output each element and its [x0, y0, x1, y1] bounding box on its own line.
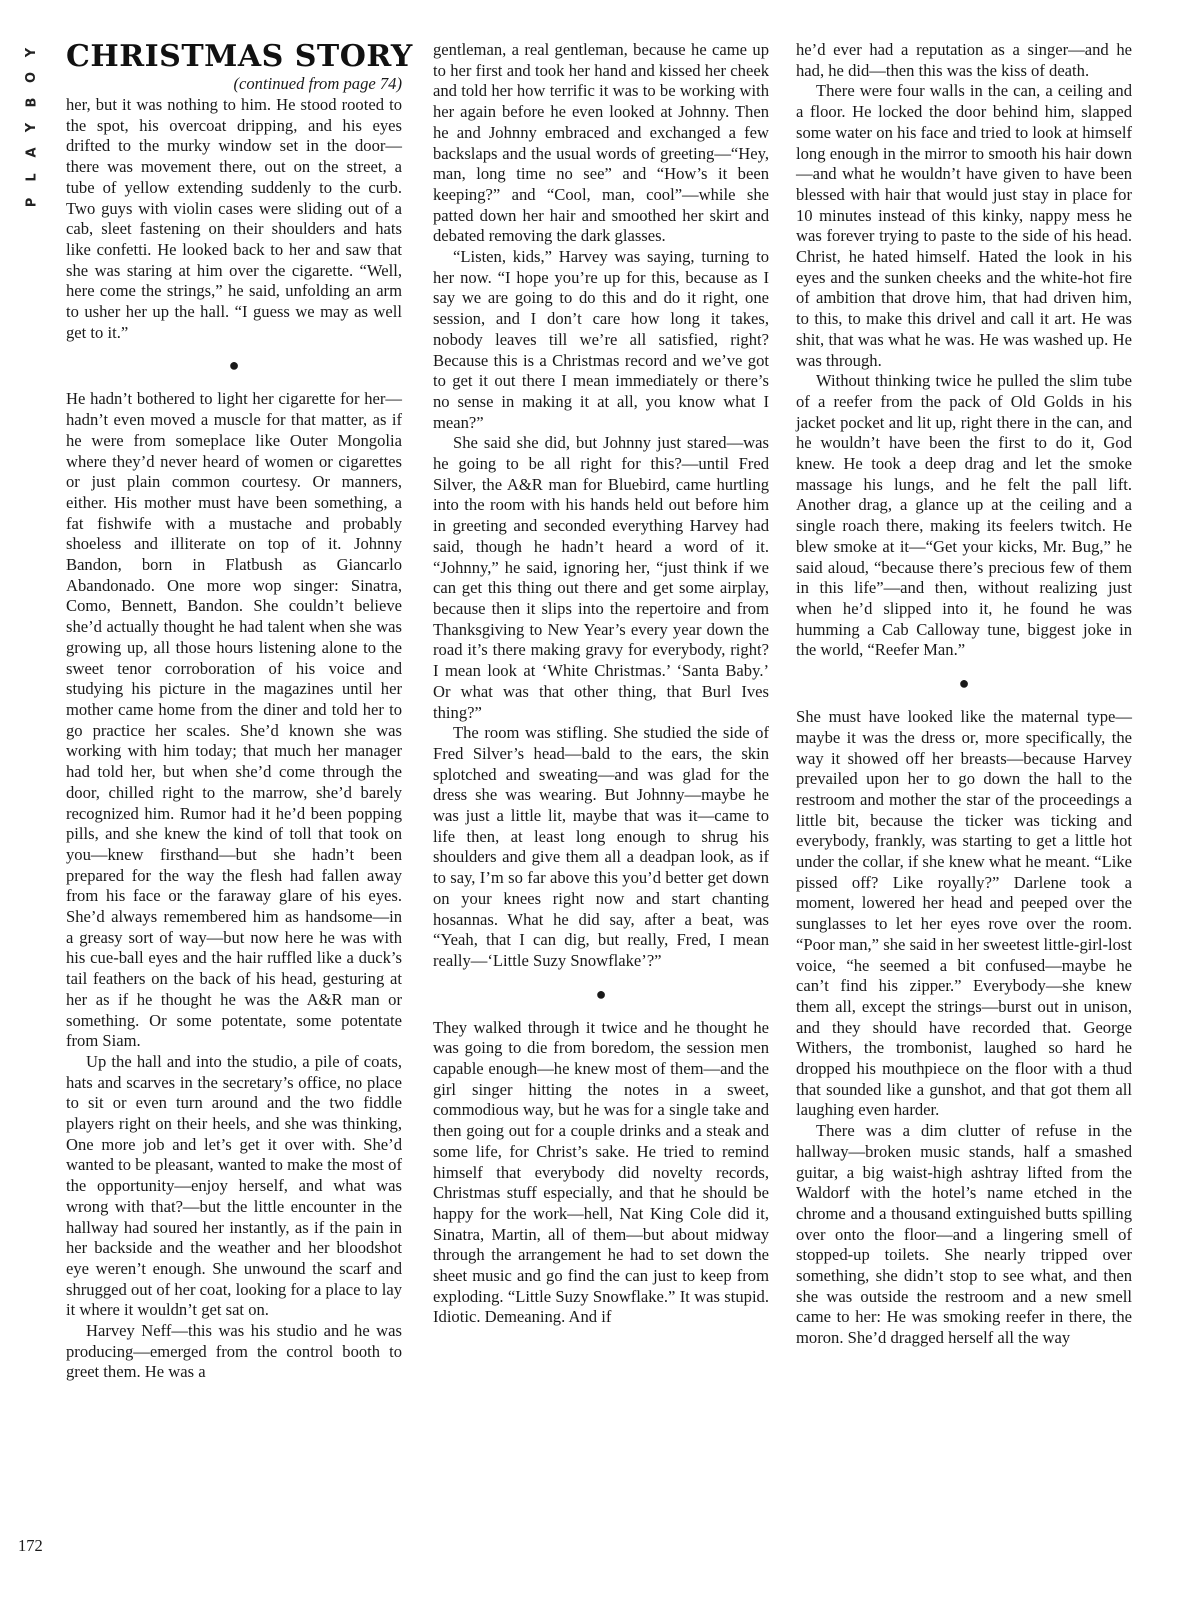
page-number: 172 — [18, 1536, 43, 1555]
magazine-sidebar-label — [16, 42, 48, 213]
paragraph: They walked through it twice and he thought he was going to die from boredom, the session men capable enough—he knew most of them—and the girl singer hitting the notes in a sweet, commodious way, but he was for a single take and then going out for a couple drinks and a steak and some life, for Christ’s sake. He tried to remind himself that everybody did novelty records, Christmas stuff especially, and that he should be happy for the work—hell, Nat King Cole did it, Sinatra, Martin, all of them—but about midway through the arrangement he had to set down the sheet music and go find the can just to keep from exploding. “Little Suzy Snowflake.” It was stupid. Idiotic. Demeaning. And if — [433, 1017, 769, 1327]
paragraph: She said she did, but Johnny just stared—was he going to be all right for this?—until Fred Silver, the A&R man for Bluebird, came hurtling into the room with his hands held out before him in greeting and seconded everything Harvey had said, though he hadn’t heard a word of it. “Johnny,” he said, ignoring her, “just think if we can get this thing out there and get some airplay, because then it slips into the repertoire and from Thanksgiving to New Year’s every year down the road it’s there making gravy for everybody, right? I mean look at ‘White Christmas.’ ‘Santa Baby.’ Or what was that other thing, that Burl Ives thing?” — [433, 433, 769, 722]
section-break-bullet: ● — [228, 355, 240, 376]
section-break-bullet: ● — [595, 983, 607, 1004]
paragraph: The room was stifling. She studied the side of Fred Silver’s head—bald to the ears, the skin splotched and sweating—and was glad for the dress she was wearing. But Johnny—maybe he was just a little lit, maybe that was it—came to life then, at least long enough to shrug his shoulders and give them all a deadpan look, as if to say, I’m so far above this you’d better get down on your knees right now and start chanting hosannas. What he did say, after a beat, was “Yeah, that I can dig, but really, Fred, I mean really—‘Little Suzy Snowflake’?” — [433, 723, 769, 970]
paragraph: he’d ever had a reputation as a singer—and he had, he did—then this was the kiss of death. — [796, 40, 1132, 80]
paragraph: Up the hall and into the studio, a pile of coats, hats and scarves in the secretary’s office, no place to sit or even turn around and the two fiddle players right on their heels, and she was thinking, One more job and let’s get it over with. She’d wanted to be pleasant, wanted to make the most of the opportunity—enjoy herself, and what was wrong with that?—but the little encounter in the hallway had soured her instantly, as if the pain in her backside and the weather and her bloodshot eye weren’t enough. She unwound the scarf and shrugged out of her coat, looking for a place to lay it where it wouldn’t get sat on. — [66, 1051, 402, 1320]
paragraph: There were four walls in the can, a ceiling and a floor. He locked the door behind him, slapped some water on his face and tried to look at himself long enough in the mirror to smooth his hair down—and what he wouldn’t have given to have been blessed with hair that would just stay in place for 10 minutes instead of this kinky, nappy mess he was forever trying to paste to the side of his head. Christ, he hated himself. Hated the look in his eyes and the sunken cheeks and the white-hot fire of ambition that drove him, that had driven him, to this, to make this drivel and call it art. He was shit, that was what he was. He was washed up. He was through. — [796, 81, 1132, 370]
article-title: CHRISTMAS STORY — [66, 39, 413, 74]
column-2 — [433, 40, 769, 1328]
sidebar-letter: P — [24, 197, 40, 208]
paragraph: She must have looked like the maternal type—maybe it was the dress or, more specifically, the way it showed off her breasts—because Harvey prevailed upon her to go down the hall to the restroom and mother the star of the proceedings a little bit, because the ticker was ticking and everybody, frankly, was starting to get a little hot under the collar, if she knew what he meant. “Like pissed off? Like royally?” Darlene took a moment, lowered her head and peeped over the sunglasses to let her eyes rove over the room. “Poor man,” she said in her sweetest little-girl-lost voice, “he seemed a bit confused—maybe he can’t find his zipper.” Everybody—she knew them all, except the strings—burst out in unison, and they should have recorded that. George Withers, the trombonist, laughed so hard he dropped his mouthpiece on the floor with a thud that sounded like a gunshot, and that got them all laughing even harder. — [796, 707, 1132, 1120]
paragraph: He hadn’t bothered to light her cigarette for her—hadn’t even moved a muscle for that matter, as if he were from someplace like Outer Mongolia where they’d never heard of women or cigarettes or just plain common courtesy. Or manners, either. His mother must have been something, a fat fishwife with a mustache and probably shoeless and illiterate on top of it. Johnny Bandon, born in Flatbush as Giancarlo Abandonado. One more wop singer: Sinatra, Como, Bennett, Bandon. She couldn’t believe she’d actually thought he had talent when she was growing up, all those hours listening alone to the sweet tenor corroboration of his voice and studying his picture in the magazines until her mother came home from the diner and told her to go practice her scales. She’d known she was working with him today; that much her manager had told her, but when she’d come through the door, chilled right to the marrow, she’d barely recognized him. Rumor had it he’d been popping pills, and she knew the kind of toll that took on you—knew firsthand—but she hadn’t been prepared for the way the flesh had fallen away from his face or the faraway glare of his eyes. She’d always remembered him as handsome—in a greasy sort of way—but now here he was with his cue-ball eyes and the hair ruffled like a duck’s tail feathers on the back of his head, gesturing at her as if he thought he was the A&R man or something. Or some potentate, some potentate from Siam. — [66, 389, 402, 1051]
continued-note: (continued from page 74) — [233, 74, 402, 93]
section-break-bullet: ● — [958, 673, 970, 694]
sidebar-letter: Y — [24, 47, 40, 58]
paragraph: her, but it was nothing to him. He stood rooted to the spot, his overcoat dripping, and his eyes drifted to the murky window set in the door—there was movement there, out on the street, a tube of yellow extending suddenly to the curb. Two guys with violin cases were sliding out of a cab, sleet fastening on their shoulders and hats like confetti. He looked back to her and saw that she was staring at him over the cigarette. “Well, here come the strings,” he said, unfolding an arm to usher her up the hall. “I guess we may as well get to it.” — [66, 95, 402, 342]
sidebar-letter: Y — [24, 122, 40, 133]
sidebar-letter: L — [24, 173, 40, 182]
paragraph: There was a dim clutter of refuse in the hallway—broken music stands, half a smashed guitar, a big waist-high ashtray lifted from the Waldorf with the hotel’s name etched in the chrome and a thousand extinguished butts spilling over onto the floor—and a lingering smell of stopped-up toilets. She nearly tripped over something, she didn’t stop to see what, and then she was outside the restroom and a new smell came to her: He was smoking reefer in there, the moron. She’d dragged herself all the way — [796, 1121, 1132, 1348]
paragraph: Harvey Neff—this was his studio and he was producing—emerged from the control booth to greet them. He was a — [66, 1321, 402, 1382]
column-3 — [796, 40, 1132, 1349]
paragraph: “Listen, kids,” Harvey was saying, turning to her now. “I hope you’re up for this, because as I say we are going to do this and do it right, one session, and I don’t care how long it takes, nobody leaves till we’re all satisfied, right? Because this is a Christmas record and we’ve got to get it out there I mean immediately or there’s no sense in making it at all, you know what I mean?” — [433, 247, 769, 432]
paragraph: Without thinking twice he pulled the slim tube of a reefer from the pack of Old Golds in his jacket pocket and lit up, right there in the can, and he wouldn’t have been the first to do it, God knew. He took a deep drag and let the smoke massage his lungs, and he felt the pall lift. Another drag, a glance up at the ceiling and a single roach there, making its feelers twitch. He blew smoke at it—“Get your kicks, Mr. Bug,” he said aloud, “because there’s precious few of them in this life”—and then, without realizing just when he’d slipped into it, he found he was humming a Cab Calloway tune, biggest joke in the world, “Reefer Man.” — [796, 371, 1132, 660]
sidebar-letter: B — [24, 97, 40, 108]
column-1 — [66, 39, 413, 1383]
paragraph: gentleman, a real gentleman, because he came up to her first and took her hand and kissed her cheek and told her how terrific it was to be working with her again before he even looked at Johnny. Then he and Johnny embraced and exchanged a few backslaps and the usual words of greeting—“Hey, man, long time no see” and “How’s it been keeping?” and “Cool, man, cool”—while she patted down her hair and smoothed her skirt and debated removing the dark glasses. — [433, 40, 769, 246]
sidebar-letter: A — [24, 147, 40, 158]
sidebar-letter: O — [24, 71, 40, 84]
